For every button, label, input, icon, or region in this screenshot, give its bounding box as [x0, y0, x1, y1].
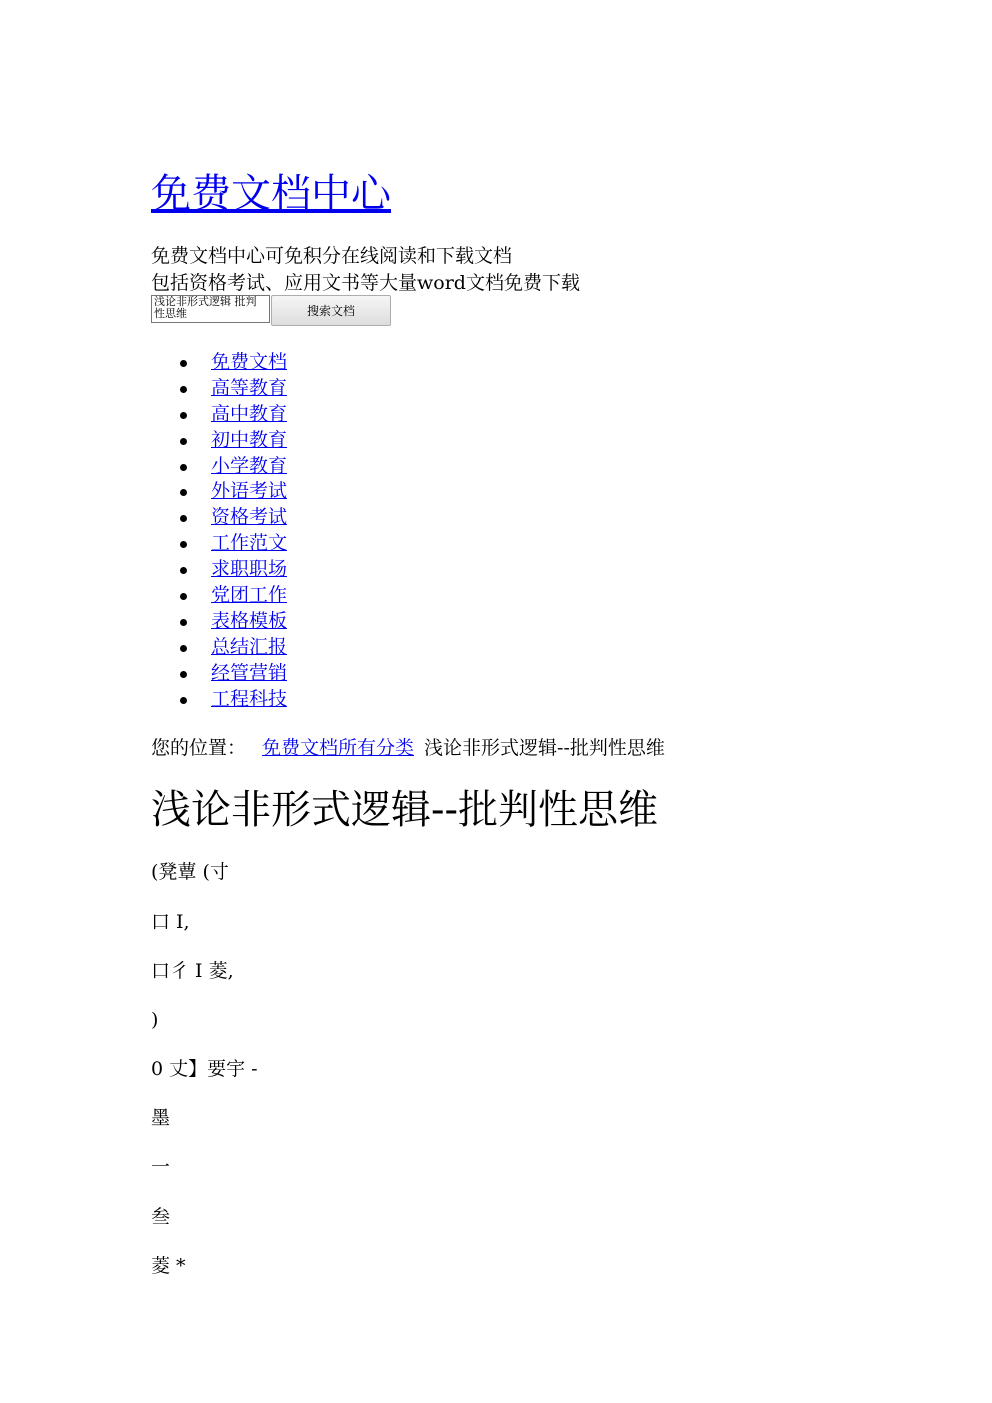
nav-item	[151, 687, 287, 713]
bullet-icon	[180, 645, 187, 652]
breadcrumb	[151, 735, 665, 761]
document-line: (凳蕈 (寸	[151, 861, 229, 883]
document-line: )	[151, 1009, 159, 1031]
nav-item	[151, 609, 287, 635]
nav-item	[151, 479, 287, 505]
nav-link-higher-education[interactable]: 高等教育	[211, 376, 288, 399]
bullet-icon	[180, 464, 187, 471]
nav-link-form-templates[interactable]: 表格模板	[211, 609, 288, 632]
document-line: 口彳 I 菱,	[151, 960, 234, 982]
nav-link-high-school[interactable]: 高中教育	[211, 402, 288, 425]
site-description-line1: 免费文档中心可免积分在线阅读和下载文档	[151, 245, 513, 267]
bullet-icon	[180, 386, 187, 393]
nav-item	[151, 583, 287, 609]
nav-item	[151, 531, 287, 557]
nav-item	[151, 402, 287, 428]
nav-link-career[interactable]: 求职职场	[211, 558, 288, 581]
nav-link-engineering[interactable]: 工程科技	[211, 687, 288, 710]
nav-link-free-docs[interactable]: 免费文档	[211, 351, 288, 373]
nav-link-work-templates[interactable]: 工作范文	[211, 532, 288, 555]
bullet-icon	[180, 515, 187, 522]
bullet-icon	[180, 489, 187, 496]
bullet-icon	[180, 619, 187, 626]
nav-item	[151, 350, 287, 376]
document-line: 一	[151, 1156, 171, 1178]
nav-item	[151, 635, 287, 661]
bullet-icon	[180, 567, 187, 574]
bullet-icon	[180, 541, 187, 548]
search-input[interactable]: 浅论非形式逻辑 批判性思维	[151, 295, 270, 323]
bullet-icon	[180, 412, 187, 419]
nav-link-middle-school[interactable]: 初中教育	[211, 428, 288, 451]
document-line: 墨	[151, 1107, 171, 1129]
category-nav	[151, 350, 287, 712]
nav-item	[151, 661, 287, 687]
bullet-icon	[180, 697, 187, 704]
nav-item	[151, 557, 287, 583]
breadcrumb-current: 浅论非形式逻辑--批判性思维	[424, 737, 665, 759]
breadcrumb-link-all-categories[interactable]: 免费文档所有分类	[262, 737, 415, 759]
bullet-icon	[180, 360, 187, 367]
site-title-link[interactable]: 免费文档中心	[151, 171, 391, 217]
nav-link-management[interactable]: 经管营销	[211, 661, 288, 684]
document-line: 口 I,	[151, 911, 190, 933]
breadcrumb-prefix: 您的位置：	[151, 737, 247, 759]
nav-link-foreign-language[interactable]: 外语考试	[211, 480, 288, 503]
nav-link-reports[interactable]: 总结汇报	[211, 635, 288, 658]
search-button[interactable]: 搜索文档	[271, 295, 391, 326]
bullet-icon	[180, 671, 187, 678]
bullet-icon	[180, 593, 187, 600]
nav-link-party-work[interactable]: 党团工作	[211, 584, 288, 607]
nav-item	[151, 376, 287, 402]
nav-item	[151, 505, 287, 531]
nav-item	[151, 454, 287, 480]
document-title: 浅论非形式逻辑--批判性思维	[151, 787, 659, 833]
site-description-line2: 包括资格考试、应用文书等大量word文档免费下载	[151, 272, 580, 294]
document-line: 叁	[151, 1206, 171, 1228]
document-line: 菱 *	[151, 1255, 186, 1277]
bullet-icon	[180, 438, 187, 445]
nav-link-primary-school[interactable]: 小学教育	[211, 454, 288, 477]
nav-link-qualification-exam[interactable]: 资格考试	[211, 506, 288, 529]
document-line: 0 丈】要宇 -	[151, 1058, 258, 1080]
nav-item	[151, 428, 287, 454]
